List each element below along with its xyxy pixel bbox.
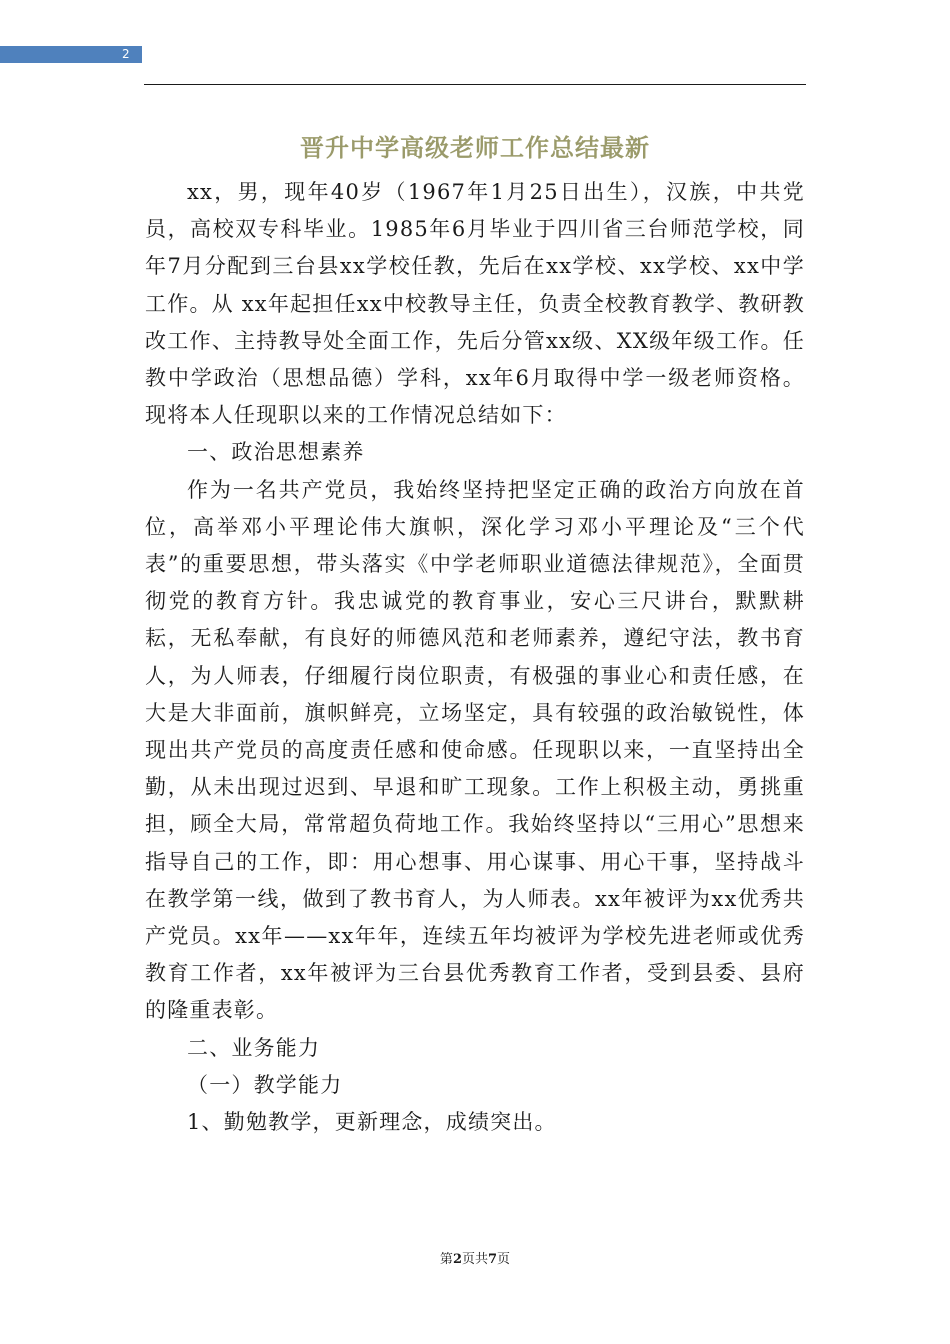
paragraph-political: 作为一名共产党员，我始终坚持把坚定正确的政治方向放在首位，高举邓小平理论伟大旗帜，深化学习邓小平理论及“三个代表”的重要思想，带头落实《中学老师职业道德法律规范》，全面贯彻党的教育方针。我忠诚党的教育事业，安心三尺讲台，默默耕耘，无私奉献，有良好的师德风范和老师素养，遵纪守法，教书育人，为人师表，仔细履行岗位职责，有极强的事业心和责任感，在大是大非面前，旗帜鲜亮，立场坚定，具有较强的政治敏锐性，体现出共产党员的高度责任感和使命感。任现职以来，一直坚持出全勤，从未出现过迟到、早退和旷工现象。工作上积极主动，勇挑重担，顾全大局，常常超负荷地工作。我始终坚持以“三用心”思想来指导自己的工作，即：用心想事、用心谋事、用心干事，坚持战斗在教学第一线，做到了教书育人，为人师表。xx年被评为xx优秀共产党员。xx年——xx年年，连续五年均被评为学校先进老师或优秀教育工作者，xx年被评为三台县优秀教育工作者，受到县委、县府的隆重表彰。 [145,477,805,1023]
document-title: 晋升中学高级老师工作总结最新 [300,134,650,162]
footer-total-pages: 7 [488,1252,498,1267]
subsection-heading-teaching: （一）教学能力 [187,1072,343,1097]
section-heading-political: 一、政治思想素养 [187,440,365,465]
header-rule [144,84,806,85]
page-tab-number: 2 [122,47,130,61]
footer-middle: 页共 [461,1252,488,1267]
footer-prefix: 第 [439,1252,453,1267]
footer-suffix: 页 [497,1252,511,1267]
footer-current-page: 2 [452,1252,462,1267]
paragraph-intro: xx，男，现年40岁（1967年1月25日出生），汉族，中共党员，高校双专科毕业。1985年6月毕业于四川省三台师范学校，同年7月分配到三台县xx学校任教，先后在xx学校、xx学校、xx中学工作。从 xx年起担任xx中校教导主任，负责全校教育教学、教研教改工作、主持教导处全面工作，先后分管xx级、XX级年级工作。任教中学政治（思想品德）学科，xx年6月取得中学一级老师资格。现将本人任现职以来的工作情况总结如下： [145,180,805,428]
page-number-tab [0,46,142,63]
page-footer [0,1248,950,1267]
document-body [145,126,805,1141]
section-heading-business: 二、业务能力 [187,1035,321,1060]
list-item-teaching: 1、勤勉教学，更新理念，成绩突出。 [187,1110,557,1135]
